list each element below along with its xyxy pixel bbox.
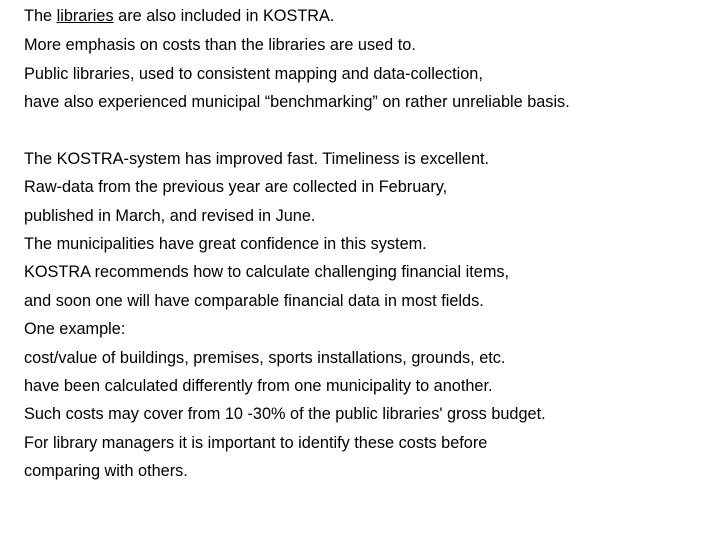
text-line-2: More emphasis on costs than the libraries are used to. <box>24 36 416 54</box>
text-line-8: The municipalities have great confidence in this system. <box>24 235 427 253</box>
text-line-15: For library managers it is important to identify these costs before <box>24 434 488 452</box>
text-line-16: comparing with others. <box>24 462 188 480</box>
text-line-1-suffix: are also included in KOSTRA. <box>113 7 335 25</box>
text-line-6: Raw-data from the previous year are collected in February, <box>24 178 448 196</box>
text-line-3: Public libraries, used to consistent mapping and data-collection, <box>24 65 483 83</box>
text-line-4: have also experienced municipal “benchmarking” on rather unreliable basis. <box>24 93 570 111</box>
text-line-5: The KOSTRA-system has improved fast. Timeliness is excellent. <box>24 150 490 168</box>
text-line-1 <box>24 6 334 26</box>
libraries-link[interactable]: libraries <box>56 7 114 25</box>
text-line-11: One example: <box>24 320 126 338</box>
text-line-9: KOSTRA recommends how to calculate challenging financial items, <box>24 263 510 281</box>
text-line-12: cost/value of buildings, premises, sports installations, grounds, etc. <box>24 349 506 367</box>
text-line-14: Such costs may cover from 10 -30% of the public libraries' gross budget. <box>24 405 546 423</box>
text-line-10: and soon one will have comparable financial data in most fields. <box>24 292 484 310</box>
text-line-13: have been calculated differently from one municipality to another. <box>24 377 493 395</box>
text-line-7: published in March, and revised in June. <box>24 207 316 225</box>
text-line-1-prefix: The <box>24 7 57 25</box>
